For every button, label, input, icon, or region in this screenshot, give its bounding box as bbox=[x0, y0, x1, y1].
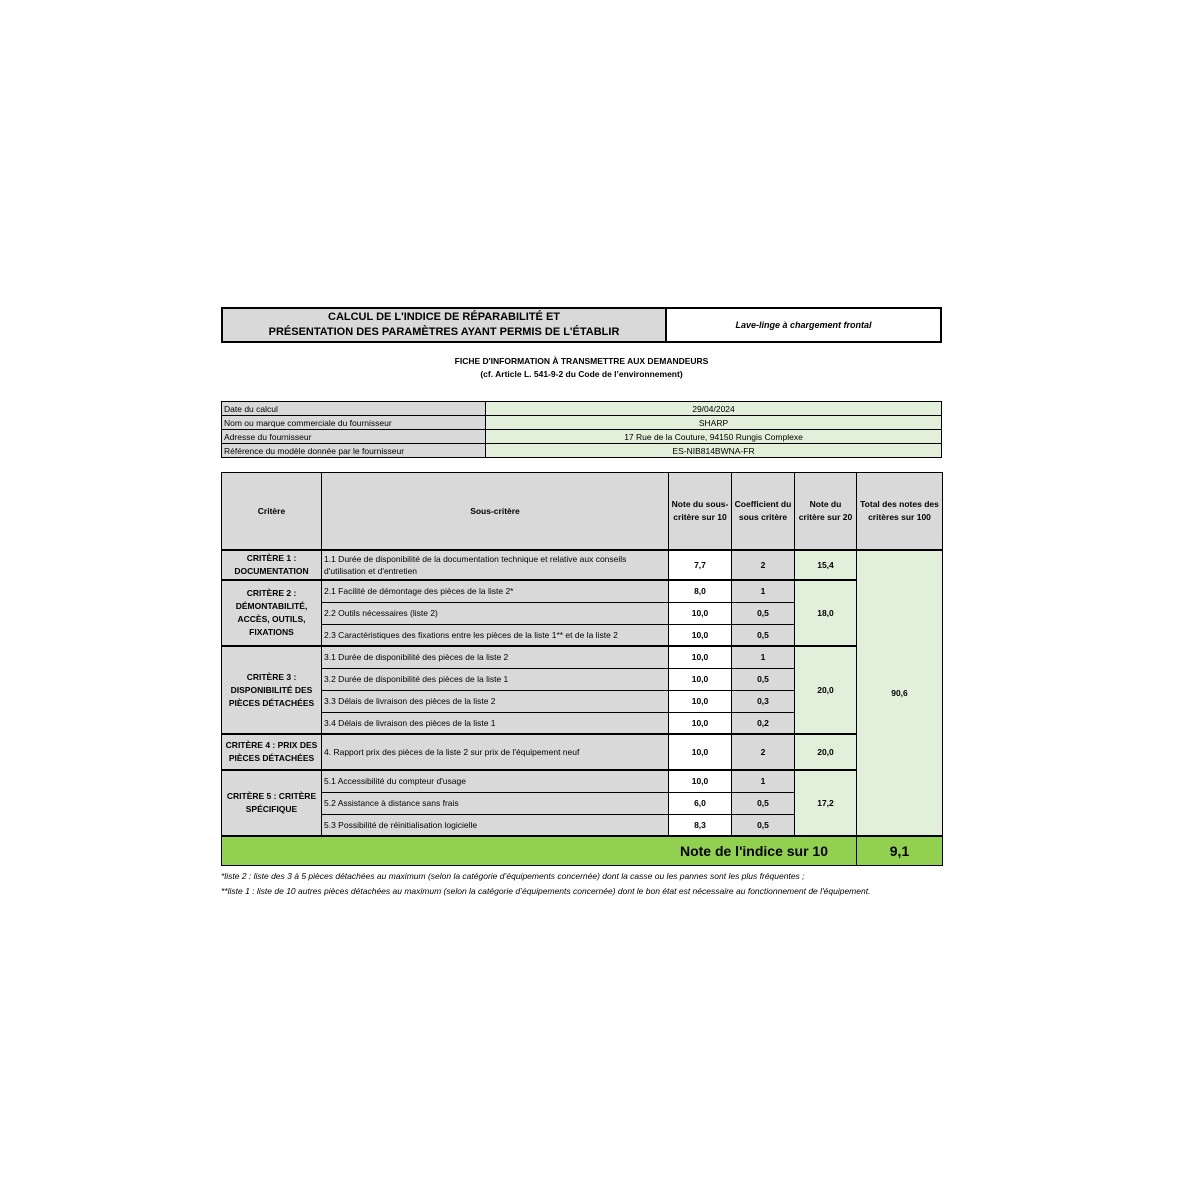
subcriterion-coef: 1 bbox=[732, 580, 795, 602]
subcriterion-coef: 2 bbox=[732, 550, 795, 580]
title-line-1: CALCUL DE L'INDICE DE RÉPARABILITÉ ET bbox=[328, 311, 560, 323]
fiche-info bbox=[221, 355, 942, 381]
info-row bbox=[222, 416, 942, 430]
criterion-score: 17,2 bbox=[795, 770, 857, 836]
subcriterion-label: 1.1 Durée de disponibilité de la documentation technique et relative aux conseils d'utilisation et d'entretien bbox=[322, 550, 669, 580]
subcriterion-note: 10,0 bbox=[669, 602, 732, 624]
subcriterion-label: 3.1 Durée de disponibilité des pièces de la liste 2 bbox=[322, 646, 669, 668]
subcriterion-note: 8,0 bbox=[669, 580, 732, 602]
footnote-liste-2: *liste 2 : liste des 3 à 5 pièces détachées au maximum (selon la catégorie d’équipements concernée) dont la casse ou les pannes sont les plus fréquentes ; bbox=[221, 871, 805, 881]
criterion-label: CRITÈRE 5 : CRITÈRE SPÉCIFIQUE bbox=[222, 770, 322, 836]
subcriterion-coef: 0,5 bbox=[732, 624, 795, 646]
subcriterion-note: 10,0 bbox=[669, 690, 732, 712]
criterion-score: 20,0 bbox=[795, 734, 857, 770]
subcriterion-label: 5.3 Possibilité de réinitialisation logicielle bbox=[322, 814, 669, 836]
info-row bbox=[222, 430, 942, 444]
info-value: ES-NIB814BWNA-FR bbox=[486, 444, 942, 458]
subcriterion-note: 10,0 bbox=[669, 770, 732, 792]
subcriterion-coef: 1 bbox=[732, 770, 795, 792]
subcriterion-note: 6,0 bbox=[669, 792, 732, 814]
subcriterion-coef: 0,3 bbox=[732, 690, 795, 712]
subcriterion-coef: 0,2 bbox=[732, 712, 795, 734]
subcriterion-note: 10,0 bbox=[669, 668, 732, 690]
subcriterion-note: 10,0 bbox=[669, 712, 732, 734]
info-row bbox=[222, 444, 942, 458]
criterion-score: 15,4 bbox=[795, 550, 857, 580]
criteria-table bbox=[221, 472, 943, 866]
subcriterion-label: 2.3 Caractéristiques des fixations entre les pièces de la liste 1** et de la liste 2 bbox=[322, 624, 669, 646]
fiche-line-1: FICHE D'INFORMATION À TRANSMETTRE AUX DEMANDEURS bbox=[454, 356, 709, 366]
info-label: Référence du modèle donnée par le fournisseur bbox=[222, 444, 486, 458]
subcriterion-coef: 0,5 bbox=[732, 602, 795, 624]
subcriterion-coef: 2 bbox=[732, 734, 795, 770]
product-type: Lave-linge à chargement frontal bbox=[667, 307, 942, 343]
subcriterion-coef: 1 bbox=[732, 646, 795, 668]
subcriterion-coef: 0,5 bbox=[732, 814, 795, 836]
table-header-row bbox=[222, 473, 943, 551]
supplier-info-table bbox=[221, 401, 942, 458]
table-row bbox=[222, 580, 943, 602]
header-coef: Coefficient du sous critère bbox=[732, 473, 795, 551]
info-row bbox=[222, 402, 942, 416]
table-row bbox=[222, 770, 943, 792]
table-row bbox=[222, 734, 943, 770]
subcriterion-note: 7,7 bbox=[669, 550, 732, 580]
index-value: 9,1 bbox=[857, 836, 943, 866]
info-value: 17 Rue de la Couture, 94150 Rungis Complexe bbox=[486, 430, 942, 444]
subcriterion-label: 3.3 Délais de livraison des pièces de la liste 2 bbox=[322, 690, 669, 712]
info-value: SHARP bbox=[486, 416, 942, 430]
footnotes bbox=[221, 869, 942, 899]
header-note: Note du sous-critère sur 10 bbox=[669, 473, 732, 551]
criterion-label: CRITÈRE 2 : DÉMONTABILITÉ, ACCÈS, OUTILS, FIXATIONS bbox=[222, 580, 322, 646]
criterion-score: 18,0 bbox=[795, 580, 857, 646]
sheet-title bbox=[221, 307, 667, 343]
header-note20: Note du critère sur 20 bbox=[795, 473, 857, 551]
title-line-2: PRÉSENTATION DES PARAMÈTRES AYANT PERMIS DE L'ÉTABLIR bbox=[268, 326, 620, 338]
header-sous-critere: Sous-critère bbox=[322, 473, 669, 551]
total-score: 90,6 bbox=[857, 550, 943, 836]
subcriterion-label: 4. Rapport prix des pièces de la liste 2 sur prix de l'équipement neuf bbox=[322, 734, 669, 770]
index-label: Note de l'indice sur 10 bbox=[222, 836, 857, 866]
subcriterion-label: 2.2 Outils nécessaires (liste 2) bbox=[322, 602, 669, 624]
footnote-liste-1: **liste 1 : liste de 10 autres pièces détachées au maximum (selon la catégorie d’équipements concernée) dont le bon état est nécessaire au fonctionnement de l'équipement. bbox=[221, 886, 871, 896]
info-label: Nom ou marque commerciale du fournisseur bbox=[222, 416, 486, 430]
subcriterion-note: 10,0 bbox=[669, 734, 732, 770]
criterion-label: CRITÈRE 4 : PRIX DES PIÈCES DÉTACHÉES bbox=[222, 734, 322, 770]
criterion-score: 20,0 bbox=[795, 646, 857, 734]
table-row bbox=[222, 550, 943, 580]
table-row bbox=[222, 646, 943, 668]
subcriterion-label: 5.1 Accessibilité du compteur d'usage bbox=[322, 770, 669, 792]
info-label: Date du calcul bbox=[222, 402, 486, 416]
subcriterion-label: 2.1 Facilité de démontage des pièces de la liste 2* bbox=[322, 580, 669, 602]
subcriterion-label: 5.2 Assistance à distance sans frais bbox=[322, 792, 669, 814]
criterion-label: CRITÈRE 3 : DISPONIBILITÉ DES PIÈCES DÉTACHÉES bbox=[222, 646, 322, 734]
index-footer-row bbox=[222, 836, 943, 866]
header-total: Total des notes des critères sur 100 bbox=[857, 473, 943, 551]
info-value: 29/04/2024 bbox=[486, 402, 942, 416]
subcriterion-coef: 0,5 bbox=[732, 668, 795, 690]
header-critere: Critère bbox=[222, 473, 322, 551]
subcriterion-label: 3.2 Durée de disponibilité des pièces de la liste 1 bbox=[322, 668, 669, 690]
repairability-sheet bbox=[221, 307, 942, 899]
subcriterion-note: 10,0 bbox=[669, 646, 732, 668]
sheet-header bbox=[221, 307, 942, 343]
criterion-label: CRITÈRE 1 : DOCUMENTATION bbox=[222, 550, 322, 580]
fiche-line-2: (cf. Article L. 541-9-2 du Code de l’environnement) bbox=[480, 369, 683, 379]
info-label: Adresse du fournisseur bbox=[222, 430, 486, 444]
subcriterion-coef: 0,5 bbox=[732, 792, 795, 814]
subcriterion-note: 8,3 bbox=[669, 814, 732, 836]
subcriterion-note: 10,0 bbox=[669, 624, 732, 646]
subcriterion-label: 3.4 Délais de livraison des pièces de la liste 1 bbox=[322, 712, 669, 734]
